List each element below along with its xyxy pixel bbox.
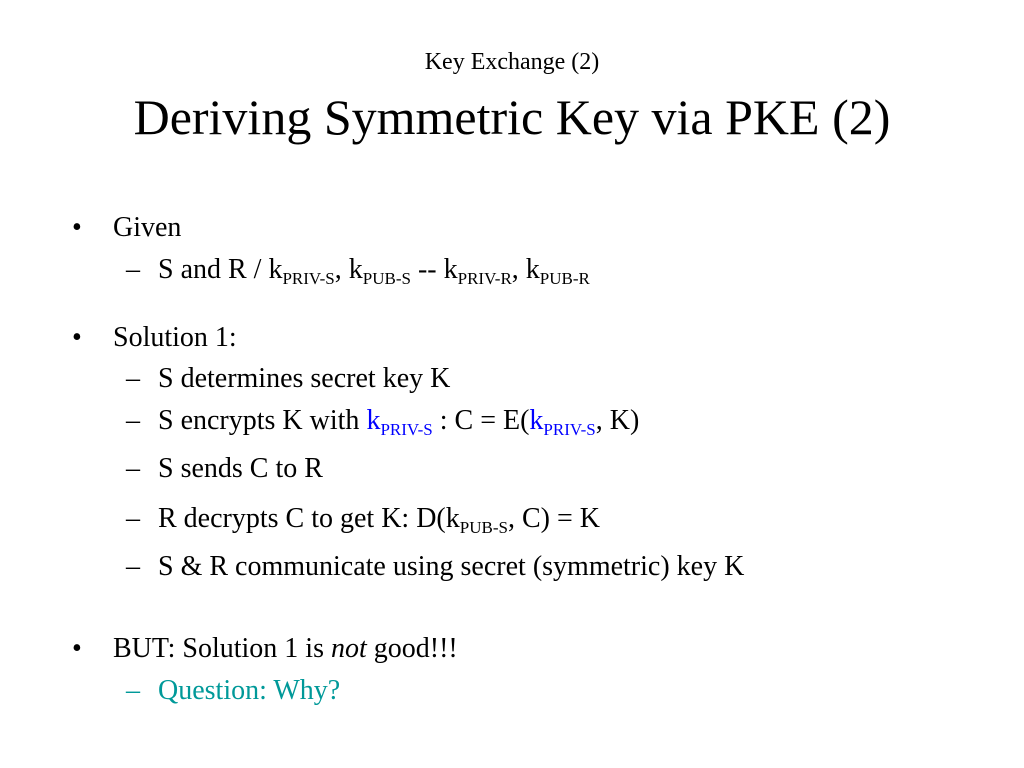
step2-key-sub: PRIV-S [380, 420, 433, 439]
given-sub-b: PUB-S [362, 269, 411, 288]
dash-step1: – [126, 363, 140, 394]
step4-text-b: , C) = K [507, 503, 600, 534]
given-sub-c: PRIV-R [457, 269, 512, 288]
given-sub-a: PRIV-S [282, 269, 335, 288]
step2-key2-sub: PRIV-S [543, 420, 596, 439]
slide-subtitle: Key Exchange (2) [424, 49, 600, 75]
solution-step3: S sends C to R [158, 453, 323, 484]
step2-key-k: k [366, 405, 381, 436]
solution-step1: S determines secret key K [158, 363, 451, 394]
step2-text-b: : C = E( [432, 405, 530, 436]
solution-step5: S & R communicate using secret (symmetric) key K [158, 551, 745, 582]
given-sub-d: PUB-R [539, 269, 590, 288]
dash-step5: – [126, 551, 140, 582]
given-text-d: , k [511, 254, 540, 285]
step2-key [366, 405, 433, 439]
given-text-c: -- k [410, 254, 458, 285]
given-text-a: S and R / k [158, 254, 283, 285]
slide-title: Deriving Symmetric Key via PKE (2) [133, 89, 891, 145]
solution-step2 [158, 404, 639, 438]
given-heading: Given [113, 212, 182, 243]
solution-step4 [158, 502, 600, 536]
bullet-solution: • [72, 322, 82, 353]
step2-key2-k: k [529, 405, 544, 436]
dash-given-line: – [126, 254, 140, 285]
but-text-b: good!!! [366, 633, 458, 664]
question-line: Question: Why? [158, 675, 341, 706]
step4-sub: PUB-S [459, 518, 508, 537]
step2-text-a: S encrypts K with [158, 405, 367, 436]
given-text-b: , k [334, 254, 363, 285]
bullet-but: • [72, 633, 82, 664]
dash-step3: – [126, 453, 140, 484]
given-line [158, 253, 590, 287]
but-line [113, 632, 458, 666]
step4-text-a: R decrypts C to get K: D(k [158, 503, 460, 534]
solution-heading: Solution 1: [113, 322, 237, 353]
bullet-given: • [72, 212, 82, 243]
but-emphasis: not [330, 633, 367, 664]
dash-step4: – [126, 503, 140, 534]
step2-text-c: , K) [595, 405, 640, 436]
dash-step2: – [126, 405, 140, 436]
but-text-a: BUT: Solution 1 is [113, 633, 331, 664]
dash-question: – [126, 675, 140, 706]
step2-key2 [529, 405, 596, 439]
